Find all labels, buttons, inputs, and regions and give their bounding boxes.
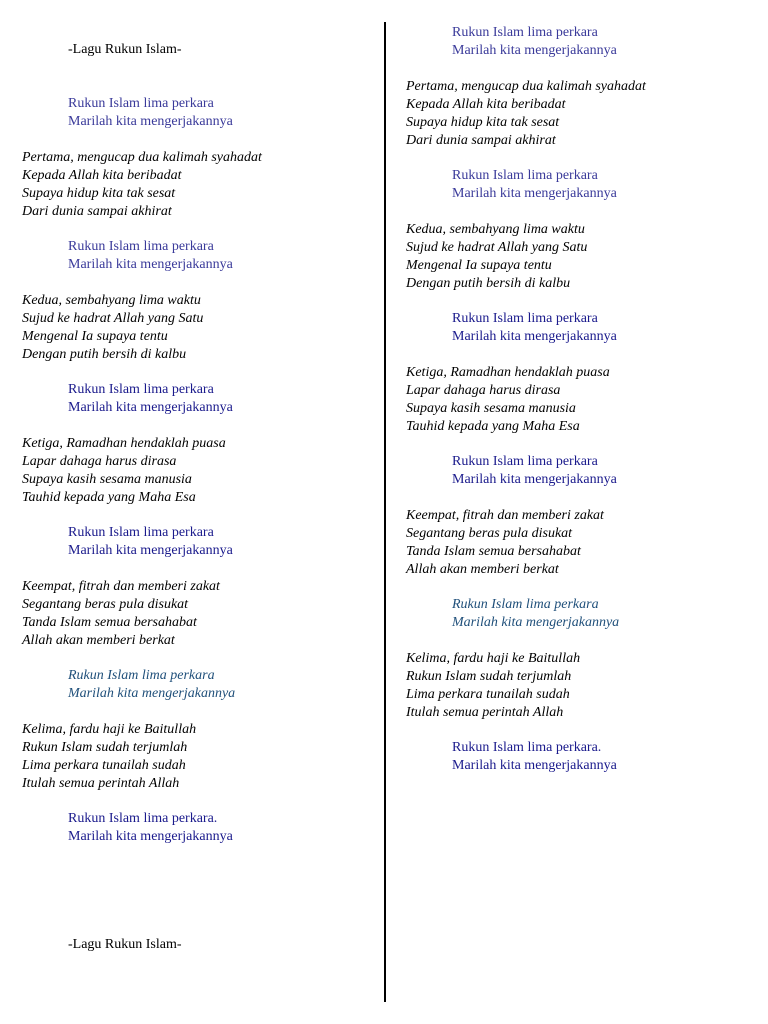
verse-line: Kelima, fardu haji ke Baitullah [406,651,581,666]
verse-line: Sujud ke hadrat Allah yang Satu [406,240,588,255]
chorus-line: Marilah kita mengerjakannya [452,329,617,344]
verse-line: Mengenal Ia supaya tentu [22,329,168,344]
verse-line: Rukun Islam sudah terjumlah [22,740,188,755]
verse-line: Sujud ke hadrat Allah yang Satu [22,311,204,326]
verse-line: Kedua, sembahyang lima waktu [22,293,201,308]
verse-line: Kepada Allah kita beribadat [22,168,182,183]
chorus-line: Marilah kita mengerjakannya [452,615,620,630]
chorus-line: Rukun Islam lima perkara [68,668,215,683]
chorus-line: Rukun Islam lima perkara [68,382,214,397]
chorus-line: Rukun Islam lima perkara. [68,811,218,826]
verse-line: Supaya kasih sesama manusia [406,401,576,416]
verse-line: Dari dunia sampai akhirat [22,204,172,219]
chorus-line: Rukun Islam lima perkara [452,311,598,326]
verse-line: Keempat, fitrah dan memberi zakat [406,508,604,523]
verse-line: Keempat, fitrah dan memberi zakat [22,579,220,594]
chorus-line: Marilah kita mengerjakannya [452,758,617,773]
verse-line: Itulah semua perintah Allah [406,705,564,720]
chorus-line: Rukun Islam lima perkara [452,454,598,469]
verse-line: Allah akan memberi berkat [22,633,175,648]
verse-line: Lapar dahaga harus dirasa [406,383,561,398]
verse-line: Pertama, mengucap dua kalimah syahadat [406,79,646,94]
verse-line: Kepada Allah kita beribadat [406,97,566,112]
verse-line: Dengan putih bersih di kalbu [22,347,187,362]
verse-line: Supaya hidup kita tak sesat [406,115,560,130]
chorus-line: Marilah kita mengerjakannya [68,114,233,129]
verse-line: Lima perkara tunailah sudah [406,687,570,702]
chorus-line: Rukun Islam lima perkara [452,25,598,40]
verse-line: Rukun Islam sudah terjumlah [406,669,572,684]
chorus-line: Marilah kita mengerjakannya [452,43,617,58]
chorus-line: Rukun Islam lima perkara [68,239,214,254]
verse-line: Dengan putih bersih di kalbu [406,276,571,291]
chorus-line: Marilah kita mengerjakannya [68,257,233,272]
chorus-line: Rukun Islam lima perkara [68,525,214,540]
song-title-bottom: -Lagu Rukun Islam- [68,937,182,952]
verse-line: Kedua, sembahyang lima waktu [406,222,585,237]
chorus-line: Marilah kita mengerjakannya [452,472,617,487]
verse-line: Tauhid kepada yang Maha Esa [22,490,196,505]
verse-line: Itulah semua perintah Allah [22,776,180,791]
chorus-line: Marilah kita mengerjakannya [68,686,236,701]
song-title: -Lagu Rukun Islam- [68,42,182,57]
chorus-line: Marilah kita mengerjakannya [452,186,617,201]
verse-line: Dari dunia sampai akhirat [406,133,556,148]
column-divider [384,22,386,1002]
verse-line: Allah akan memberi berkat [406,562,559,577]
verse-line: Lima perkara tunailah sudah [22,758,186,773]
verse-line: Lapar dahaga harus dirasa [22,454,177,469]
verse-line: Supaya hidup kita tak sesat [22,186,176,201]
verse-line: Supaya kasih sesama manusia [22,472,192,487]
verse-line: Pertama, mengucap dua kalimah syahadat [22,150,262,165]
verse-line: Ketiga, Ramadhan hendaklah puasa [406,365,610,380]
verse-line: Ketiga, Ramadhan hendaklah puasa [22,436,226,451]
verse-line: Tanda Islam semua bersahabat [406,544,581,559]
verse-line: Tauhid kepada yang Maha Esa [406,419,580,434]
chorus-line: Rukun Islam lima perkara [452,597,599,612]
chorus-line: Marilah kita mengerjakannya [68,829,233,844]
chorus-line: Rukun Islam lima perkara [68,96,214,111]
chorus-line: Marilah kita mengerjakannya [68,400,233,415]
chorus-line: Rukun Islam lima perkara. [452,740,602,755]
chorus-line: Rukun Islam lima perkara [452,168,598,183]
verse-line: Kelima, fardu haji ke Baitullah [22,722,197,737]
verse-line: Segantang beras pula disukat [406,526,573,541]
verse-line: Segantang beras pula disukat [22,597,189,612]
verse-line: Mengenal Ia supaya tentu [406,258,552,273]
verse-line: Tanda Islam semua bersahabat [22,615,197,630]
chorus-line: Marilah kita mengerjakannya [68,543,233,558]
